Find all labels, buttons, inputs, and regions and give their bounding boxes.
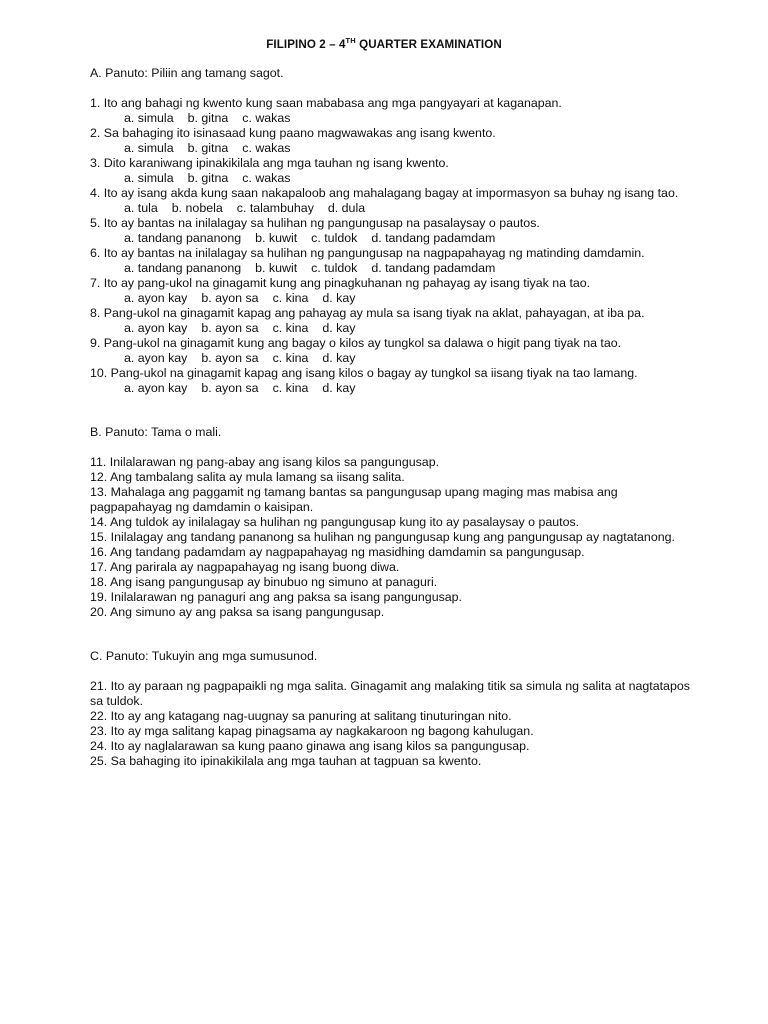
answer-choices: [90, 381, 690, 396]
title-superscript: TH: [345, 36, 356, 45]
title-text: FILIPINO 2 – 4: [266, 38, 346, 51]
question-item: 24. Ito ay naglalarawan sa kung paano ginawa ang isang kilos sa pangungusap.: [90, 739, 530, 753]
answer-choice: b. ayon sa: [201, 291, 259, 305]
answer-choice: b. nobela: [171, 201, 223, 215]
answer-choice: c. kina: [272, 381, 309, 395]
question-item: 11. Inilalarawan ng pang-abay ang isang kilos sa pangungusap.: [90, 455, 440, 469]
question-item: [90, 336, 690, 366]
question-item: 16. Ang tandang padamdam ay nagpapahayag ng masidhing damdamin sa pangungusap.: [90, 545, 585, 559]
answer-choice: b. gitna: [187, 171, 229, 185]
question-text: 1. Ito ang bahagi ng kwento kung saan mababasa ang mga pangyayari at kaganapan.: [90, 96, 562, 110]
answer-choice: c. tuldok: [311, 231, 358, 245]
question-item: 25. Sa bahaging ito ipinakikilala ang mga tauhan at tagpuan sa kwento.: [90, 754, 482, 768]
question-text: 3. Dito karaniwang ipinakikilala ang mga tauhan ng isang kwento.: [90, 156, 449, 170]
answer-choices: [90, 111, 690, 126]
question-item: 15. Inilalagay ang tandang pananong sa hulihan ng pangungusap kung ang pangungusap ay nagtatanong.: [90, 530, 675, 544]
answer-choice: a. ayon kay: [124, 321, 188, 335]
answer-choice: b. kuwit: [255, 261, 298, 275]
title-text-rest: QUARTER EXAMINATION: [355, 38, 502, 51]
question-text: 6. Ito ay bantas na inilalagay sa hulihan ng pangungusap na nagpapahayag ng matinding damdamin.: [90, 246, 645, 260]
answer-choice: c. talambuhay: [236, 201, 314, 215]
exam-content: [90, 66, 690, 769]
answer-choice: c. wakas: [242, 171, 291, 185]
answer-choices: [90, 351, 690, 366]
question-item: [90, 216, 690, 246]
answer-choice: c. kina: [272, 321, 309, 335]
question-item: [90, 156, 690, 186]
answer-choice: a. simula: [124, 141, 174, 155]
answer-choice: d. dula: [327, 201, 366, 215]
answer-choice: c. tuldok: [311, 261, 358, 275]
exam-title: [0, 37, 768, 52]
section-a-instruction: A. Panuto: Piliin ang tamang sagot.: [90, 66, 284, 80]
question-item: [90, 366, 690, 396]
answer-choice: a. ayon kay: [124, 291, 188, 305]
answer-choice: b. kuwit: [255, 231, 298, 245]
question-item: [90, 276, 690, 306]
answer-choices: [90, 201, 690, 216]
answer-choice: a. tandang pananong: [124, 231, 242, 245]
question-text: 10. Pang-ukol na ginagamit kapag ang isang kilos o bagay ay tungkol sa iisang tiyak na tao lamang.: [90, 366, 638, 380]
question-item: 14. Ang tuldok ay inilalagay sa hulihan ng pangungusap kung ito ay pasalaysay o pautos.: [90, 515, 580, 529]
question-item: 22. Ito ay ang katagang nag-uugnay sa panuring at salitang tinuturingan nito.: [90, 709, 512, 723]
answer-choices: [90, 141, 690, 156]
section-b-items: [90, 455, 690, 620]
question-item: [90, 96, 690, 126]
answer-choices: [90, 171, 690, 186]
question-text: 7. Ito ay pang-ukol na ginagamit kung ang pinagkuhanan ng pahayag ay isang tiyak na tao.: [90, 276, 591, 290]
answer-choice: d. tandang padamdam: [371, 261, 496, 275]
question-item: 12. Ang tambalang salita ay mula lamang sa iisang salita.: [90, 470, 405, 484]
question-item: [90, 246, 690, 276]
question-text: 8. Pang-ukol na ginagamit kapag ang pahayag ay mula sa isang tiyak na aklat, pahayagan, at iba pa.: [90, 306, 645, 320]
answer-choice: a. ayon kay: [124, 351, 188, 365]
question-text: 4. Ito ay isang akda kung saan nakapaloob ang mahalagang bagay at impormasyon sa buhay ng isang tao.: [90, 186, 679, 200]
question-item: [90, 306, 690, 336]
question-item: [90, 126, 690, 156]
answer-choice: b. ayon sa: [201, 321, 259, 335]
answer-choice: c. kina: [272, 291, 309, 305]
answer-choice: c. wakas: [242, 141, 291, 155]
answer-choices: [90, 321, 690, 336]
answer-choice: a. simula: [124, 111, 174, 125]
answer-choice: b. ayon sa: [201, 381, 259, 395]
question-item: 17. Ang parirala ay nagpapahayag ng isang buong diwa.: [90, 560, 400, 574]
question-item: 21. Ito ay paraan ng pagpapaikli ng mga salita. Ginagamit ang malaking titik sa simula ng salita at nagtatapos sa tuldok.: [90, 679, 690, 708]
question-item: 13. Mahalaga ang paggamit ng tamang bantas sa pangungusap upang maging mas mabisa ang pagpapahayag ng damdamin o kaisipan.: [90, 485, 618, 514]
answer-choice: b. ayon sa: [201, 351, 259, 365]
answer-choice: b. gitna: [187, 141, 229, 155]
question-text: 9. Pang-ukol na ginagamit kung ang bagay o kilos ay tungkol sa dalawa o higit pang tiyak na tao.: [90, 336, 622, 350]
question-item: 19. Inilalarawan ng panaguri ang ang paksa sa isang pangungusap.: [90, 590, 463, 604]
answer-choice: a. simula: [124, 171, 174, 185]
question-text: 2. Sa bahaging ito isinasaad kung paano magwawakas ang isang kwento.: [90, 126, 496, 140]
section-a-items: [90, 96, 690, 396]
question-item: 20. Ang simuno ay ang paksa sa isang pangungusap.: [90, 605, 385, 619]
answer-choice: d. tandang padamdam: [371, 231, 496, 245]
answer-choice: a. tula: [124, 201, 158, 215]
question-item: 18. Ang isang pangungusap ay binubuo ng simuno at panaguri.: [90, 575, 438, 589]
section-b-instruction: B. Panuto: Tama o mali.: [90, 425, 222, 439]
answer-choice: d. kay: [322, 291, 356, 305]
answer-choice: d. kay: [322, 351, 356, 365]
answer-choices: [90, 231, 690, 246]
question-text: 5. Ito ay bantas na inilalagay sa hulihan ng pangungusap na pasalaysay o pautos.: [90, 216, 540, 230]
question-item: [90, 186, 690, 216]
answer-choice: c. wakas: [242, 111, 291, 125]
answer-choice: d. kay: [322, 381, 356, 395]
answer-choice: a. tandang pananong: [124, 261, 242, 275]
answer-choice: c. kina: [272, 351, 309, 365]
answer-choices: [90, 291, 690, 306]
answer-choice: a. ayon kay: [124, 381, 188, 395]
section-c-items: [90, 679, 690, 769]
section-c-instruction: C. Panuto: Tukuyin ang mga sumusunod.: [90, 649, 318, 663]
answer-choice: d. kay: [322, 321, 356, 335]
answer-choices: [90, 261, 690, 276]
answer-choice: b. gitna: [187, 111, 229, 125]
question-item: 23. Ito ay mga salitang kapag pinagsama ay nagkakaroon ng bagong kahulugan.: [90, 724, 534, 738]
